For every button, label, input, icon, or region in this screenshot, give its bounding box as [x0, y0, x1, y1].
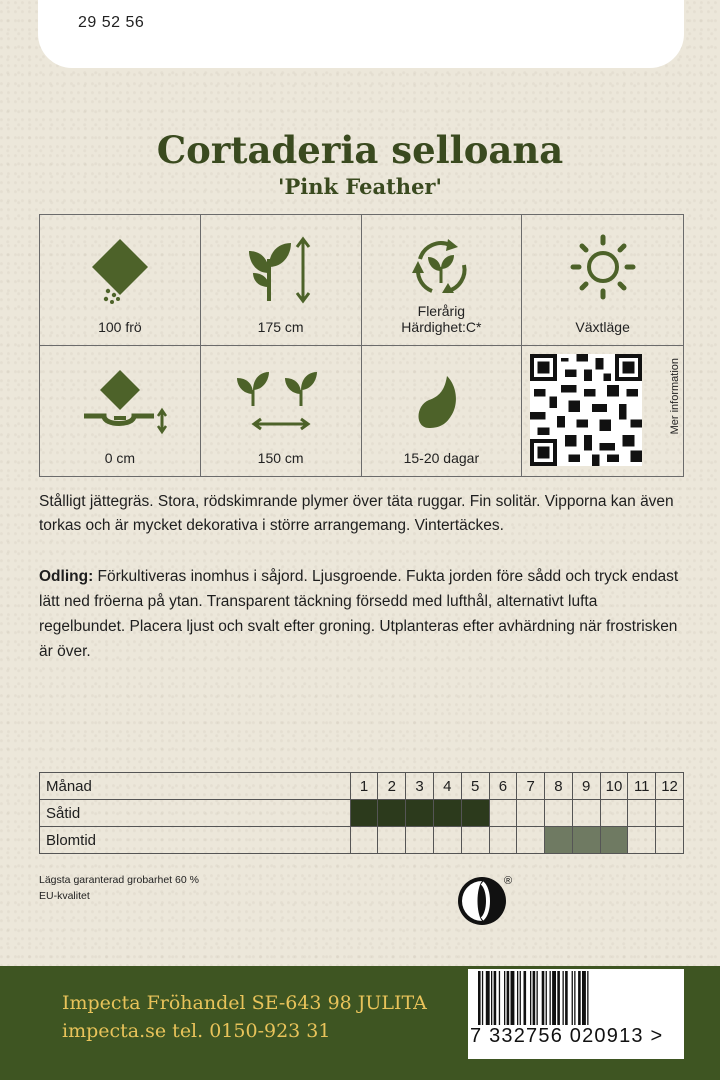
sowing-month-cell: [406, 800, 434, 827]
svg-text:®: ®: [504, 875, 513, 887]
month-7: 7: [517, 773, 545, 800]
flowering-month-cell: [656, 827, 684, 854]
cultivation-text: Förkultiveras inomhus i såjord. Ljusgroende. Fukta jorden före sådd och tryck endast lätt ned fröerna på ytan. Transparent täckning försedd med lufthål, alternativt lufta regelbundet. Placera ljust och svalt efter groning. Utplanteras efter avhärdning när frostrisken är över.: [39, 568, 679, 660]
sowing-depth-icon: [70, 360, 170, 440]
info-cell-germination: [362, 346, 523, 477]
month-1: 1: [350, 773, 378, 800]
sowing-month-cell: [656, 800, 684, 827]
germination-guarantee-text: Lägsta garanterad grobarhet 60 %: [39, 874, 199, 886]
flowering-month-cell: [378, 827, 406, 854]
calendar-row-flowering: [40, 827, 684, 854]
position-label: Växtläge: [575, 318, 630, 335]
sowing-month-cell: [489, 800, 517, 827]
sowing-month-cell: [600, 800, 628, 827]
calendar-header-row: [40, 773, 684, 800]
flowering-month-cell: [517, 827, 545, 854]
info-cell-height: [201, 215, 362, 346]
flowering-month-cell: [461, 827, 489, 854]
barcode-bars-icon: [478, 971, 678, 1025]
month-10: 10: [600, 773, 628, 800]
eu-quality-text: EU-kvalitet: [39, 890, 90, 902]
seed-packet-icon: [80, 229, 160, 309]
flowering-month-cell: [600, 827, 628, 854]
species-title: Cortaderia selloana: [156, 128, 564, 172]
flowering-row-label: Blomtid: [40, 827, 351, 854]
sowing-month-cell: [433, 800, 461, 827]
sowing-month-cell: [545, 800, 573, 827]
info-grid: [39, 214, 684, 477]
variety-subtitle: 'Pink Feather': [278, 174, 442, 199]
germination-label: 15-20 dagar: [403, 450, 480, 466]
plant-height-label: 175 cm: [257, 318, 304, 335]
sowing-month-cell: [378, 800, 406, 827]
flowering-month-cell: [628, 827, 656, 854]
cultivation-section: [39, 564, 684, 664]
info-cell-qr: [522, 346, 683, 477]
company-address: Impecta Fröhandel SE-643 98 JULITA: [62, 992, 427, 1014]
flowering-month-cell: [350, 827, 378, 854]
lifecycle-label: Flerårig Härdighet:C*: [401, 302, 482, 335]
info-cell-seeds: [40, 215, 201, 346]
info-cell-position: [522, 215, 683, 346]
info-cell-sowing-depth: [40, 346, 201, 477]
sowing-month-cell: [628, 800, 656, 827]
flowering-month-cell: [433, 827, 461, 854]
quality-note: [39, 872, 199, 904]
company-contact: impecta.se tel. 0150-923 31: [62, 1020, 331, 1042]
month-11: 11: [628, 773, 656, 800]
cultivation-heading: Odling:: [39, 568, 94, 585]
sowing-month-cell: [572, 800, 600, 827]
flowering-month-cell: [545, 827, 573, 854]
barcode-number: 7 332756 020913 >: [470, 1025, 664, 1047]
packet-top-tab: [38, 0, 684, 68]
sowing-month-cell: [517, 800, 545, 827]
seed-count-label: 100 frö: [98, 318, 142, 335]
month-3: 3: [406, 773, 434, 800]
qr-code-icon[interactable]: [530, 354, 642, 466]
info-cell-lifecycle: [362, 215, 523, 346]
month-2: 2: [378, 773, 406, 800]
month-6: 6: [489, 773, 517, 800]
flowering-month-cell: [406, 827, 434, 854]
sowing-calendar: [39, 772, 684, 854]
plant-spacing-label: 150 cm: [257, 450, 304, 466]
month-12: 12: [656, 773, 684, 800]
sowing-month-cell: [461, 800, 489, 827]
calendar-header-label: Månad: [40, 773, 351, 800]
article-number: 29 52 56: [78, 14, 145, 31]
description-text: Stålligt jättegräs. Stora, rödskimrande plymer över täta ruggar. Fin solitär. Vipporna kan även torkas och är mycket dekorativa i större arrangemang. Vintertäckes.: [39, 493, 674, 534]
info-cell-spacing: [201, 346, 362, 477]
calendar-row-sowing: [40, 800, 684, 827]
barcode: [468, 969, 684, 1059]
plant-spacing-icon: [231, 360, 331, 440]
plant-height-icon: [241, 229, 321, 309]
sun-icon: [563, 229, 643, 309]
month-5: 5: [461, 773, 489, 800]
perennial-cycle-icon: [406, 235, 476, 301]
month-9: 9: [572, 773, 600, 800]
flowering-month-cell: [489, 827, 517, 854]
germination-icon: [401, 360, 481, 440]
more-info-label: Mer information: [669, 357, 681, 434]
sowing-depth-label: 0 cm: [104, 450, 136, 466]
sowing-row-label: Såtid: [40, 800, 351, 827]
month-4: 4: [433, 773, 461, 800]
green-dot-recycle-icon: [456, 873, 522, 929]
sowing-month-cell: [350, 800, 378, 827]
flowering-month-cell: [572, 827, 600, 854]
month-8: 8: [545, 773, 573, 800]
